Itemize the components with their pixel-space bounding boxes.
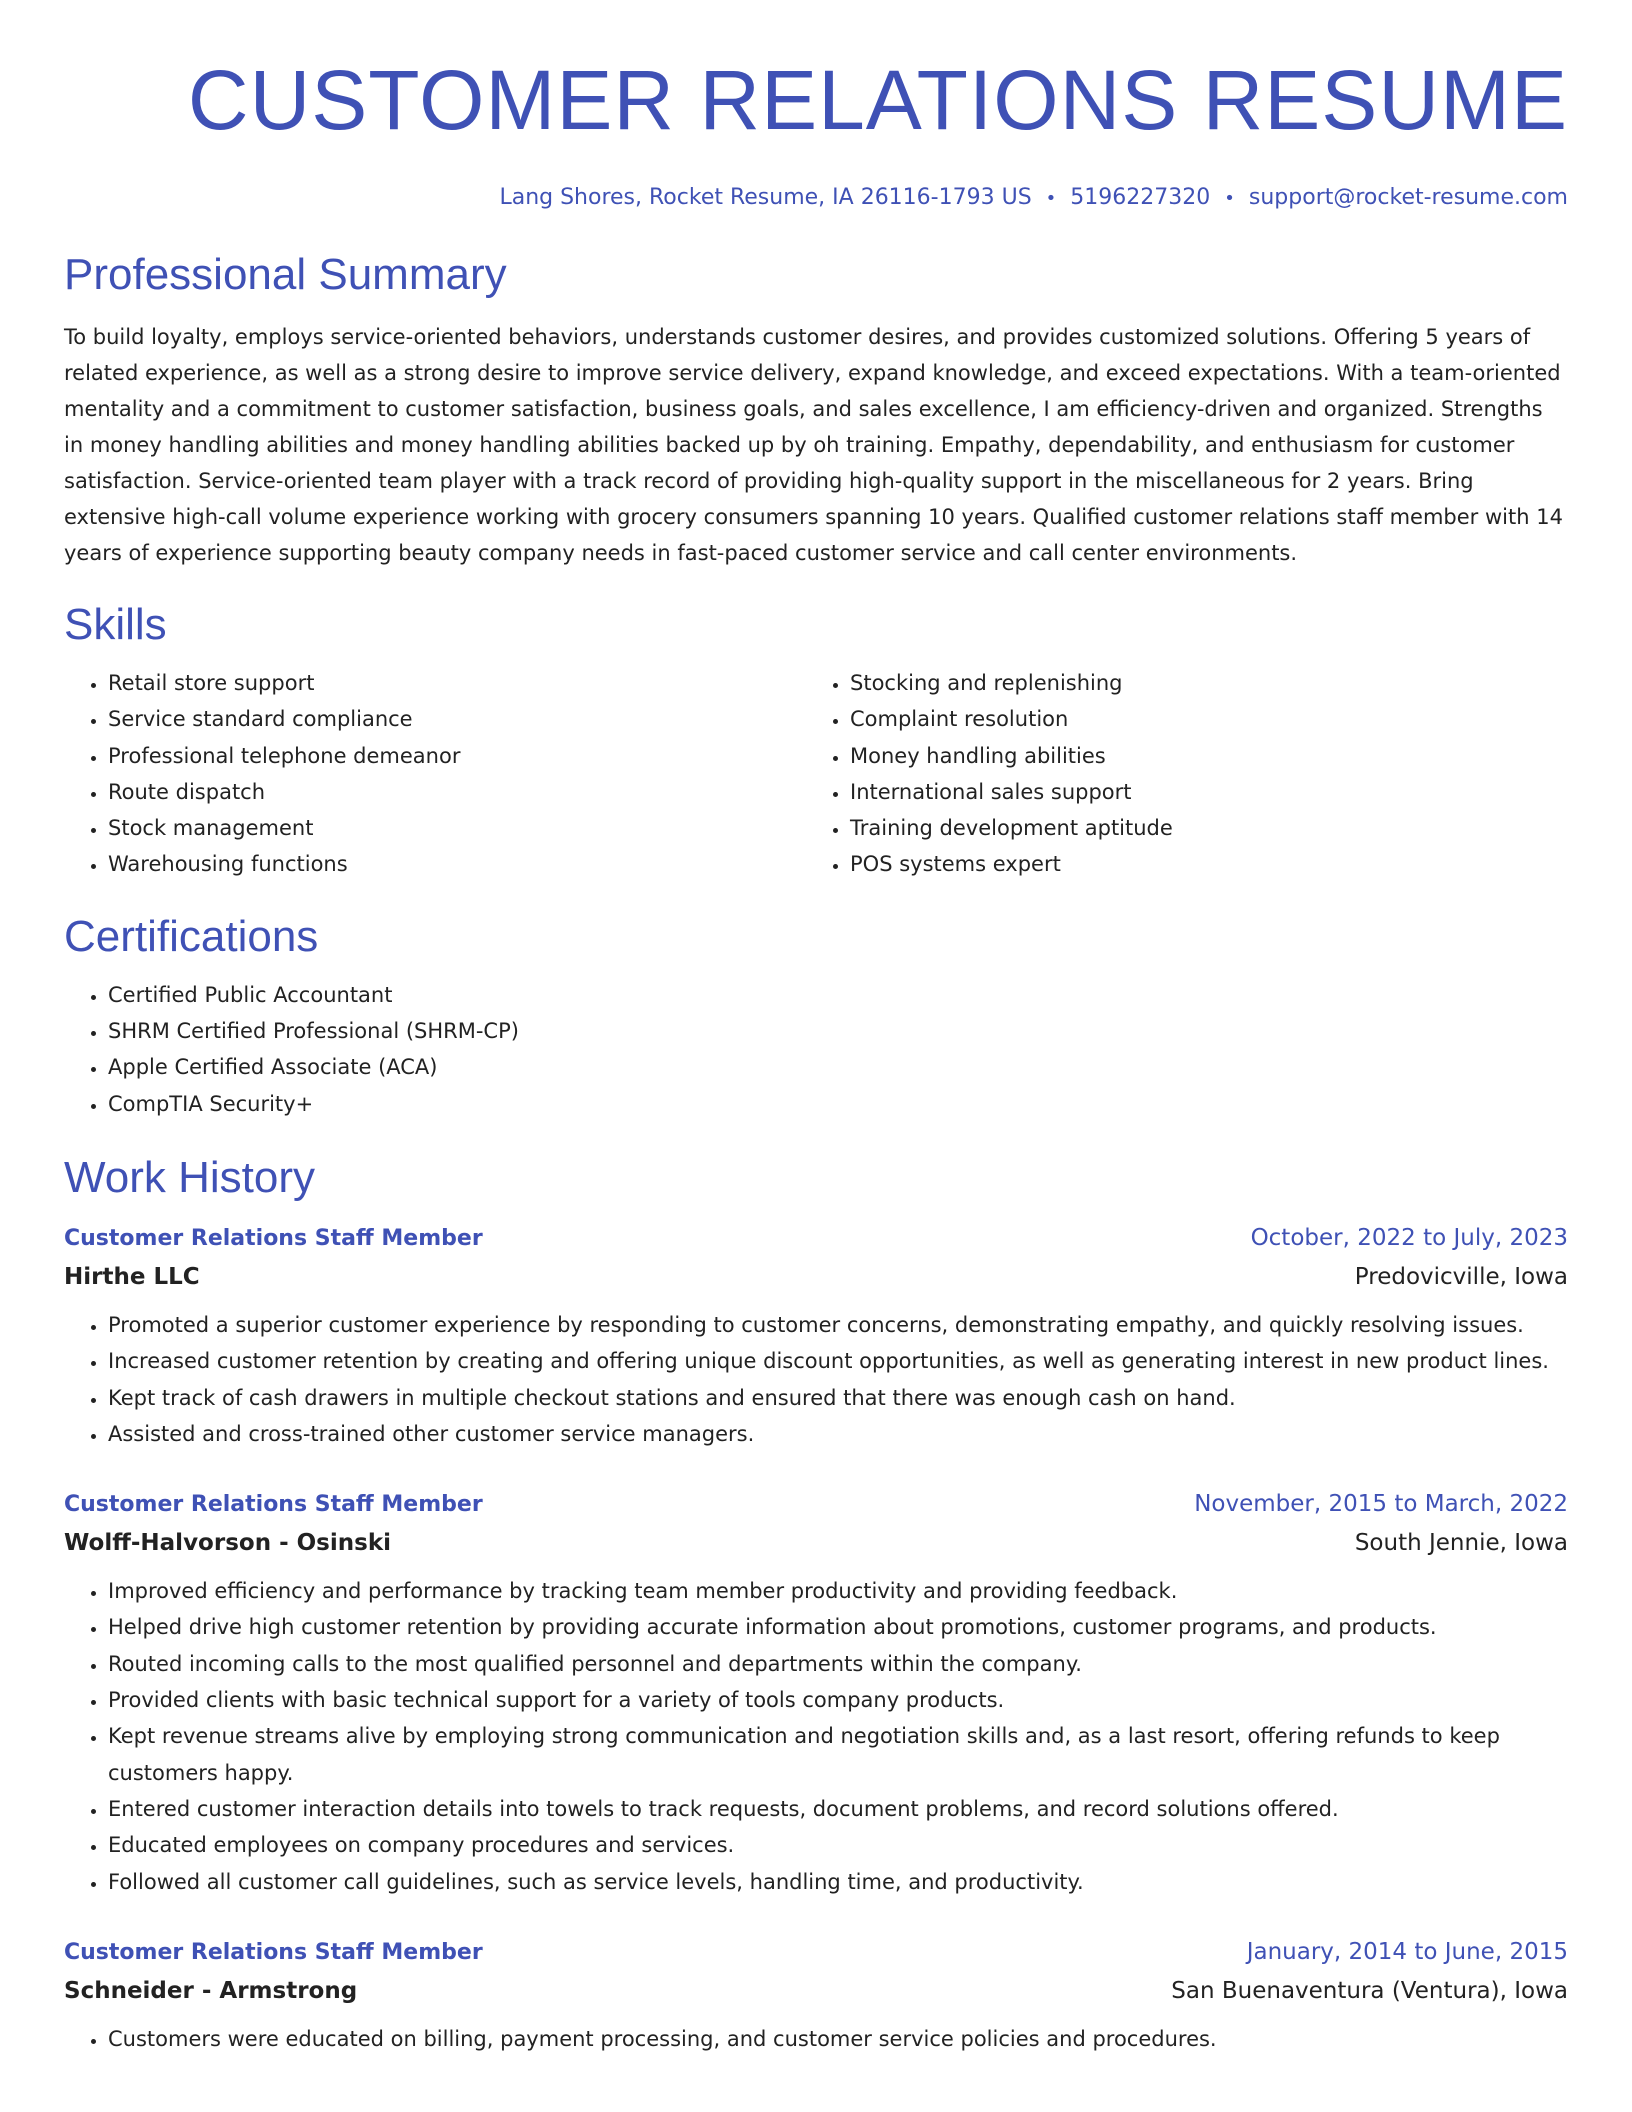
- skill-item: • International sales support: [850, 774, 1548, 810]
- skills-column-left: [64, 665, 806, 883]
- contact-phone: 5196227320: [1070, 185, 1211, 210]
- contact-line: [64, 184, 1568, 213]
- job-bullet: • Kept track of cash drawers in multiple checkout stations and ensured that there was enough cash on hand.: [108, 1380, 1568, 1416]
- certification-item: • Apple Certified Associate (ACA): [108, 1049, 1568, 1085]
- skill-item: • Complaint resolution: [850, 701, 1548, 737]
- job-bullet: • Routed incoming calls to the most qualified personnel and departments within the company.: [108, 1646, 1568, 1682]
- job-location: San Buenaventura (Ventura), Iowa: [1171, 1977, 1568, 2004]
- job-bullets: [64, 1307, 1568, 1452]
- job-bullet: • Educated employees on company procedures and services.: [108, 1827, 1568, 1863]
- job-company: Wolff-Halvorson - Osinski: [64, 1530, 391, 1557]
- job-bullet: • Helped drive high customer retention by providing accurate information about promotions, customer programs, and products.: [108, 1609, 1568, 1645]
- skill-item: • POS systems expert: [850, 846, 1548, 882]
- job-company: Schneider - Armstrong: [64, 1977, 358, 2004]
- resume-header: [64, 52, 1568, 213]
- skill-item: • Service standard compliance: [108, 701, 806, 737]
- job-entry: [64, 1486, 1568, 1900]
- skill-item: • Professional telephone demeanor: [108, 738, 806, 774]
- certification-item: • CompTIA Security+: [108, 1086, 1568, 1122]
- skill-item: • Stock management: [108, 810, 806, 846]
- skill-item: • Training development aptitude: [850, 810, 1548, 846]
- skill-item: • Money handling abilities: [850, 738, 1548, 774]
- job-bullet: • Increased customer retention by creating and offering unique discount opportunities, as well as generating interest in new product lines.: [108, 1343, 1568, 1379]
- work-history-heading: Work History: [64, 1152, 315, 1202]
- job-bullet: • Provided clients with basic technical support for a variety of tools company products.: [108, 1682, 1568, 1718]
- skill-item: • Warehousing functions: [108, 846, 806, 882]
- job-title: Customer Relations Staff Member: [64, 1492, 483, 1518]
- skills-column-right: [806, 665, 1548, 883]
- summary-text: To build loyalty, employs service-oriented behaviors, understands customer desires, and provides customized solutions. Offering 5 years of related experience, as well as a strong desire to improve service delivery, expand knowledge, and exceed expectations. With a team-oriented mentality and a commitment to customer satisfaction, business goals, and sales excellence, I am efficiency-driven and organized. Strengths in money handling abilities and money handling abilities backed up by oh training. Empathy, dependability, and enthusiasm for customer satisfaction. Service-oriented team player with a track record of providing high-quality support in the miscellaneous for 2 years. Bring extensive high-call volume experience working with grocery consumers spanning 10 years. Qualified customer relations staff member with 14 years of experience supporting beauty company needs in fast-paced customer service and call center environments.: [64, 325, 1563, 565]
- job-bullets: [64, 2021, 1568, 2057]
- contact-separator: •: [1045, 188, 1057, 209]
- job-dates: October, 2022 to July, 2023: [1250, 1224, 1568, 1251]
- job-bullet: • Improved efficiency and performance by tracking team member productivity and providing feedback.: [108, 1573, 1568, 1609]
- skill-item: • Retail store support: [108, 665, 806, 701]
- contact-separator: •: [1224, 188, 1235, 209]
- skill-item: • Route dispatch: [108, 774, 806, 810]
- job-location: Predovicville, Iowa: [1354, 1263, 1568, 1290]
- resume-page: [64, 52, 1568, 2057]
- job-company-row: [64, 1971, 1568, 2011]
- skills-heading: Skills: [64, 600, 167, 649]
- skills-list: [64, 665, 1568, 883]
- summary-heading: Professional Summary: [64, 250, 507, 299]
- skill-item: • Stocking and replenishing: [850, 665, 1548, 701]
- job-entry: [64, 1220, 1568, 1452]
- contact-email: support@rocket-resume.com: [1248, 185, 1568, 210]
- certification-item: • Certified Public Accountant: [108, 977, 1568, 1013]
- job-company-row: [64, 1257, 1568, 1297]
- job-title-row: [64, 1220, 1568, 1257]
- job-company: Hirthe LLC: [64, 1263, 200, 1290]
- job-title-row: [64, 1486, 1568, 1523]
- certifications-list: [64, 977, 1568, 1122]
- job-entry: [64, 1934, 1568, 2057]
- job-bullet: • Promoted a superior customer experience by responding to customer concerns, demonstrating empathy, and quickly resolving issues.: [108, 1307, 1568, 1343]
- job-bullet: • Kept revenue streams alive by employing strong communication and negotiation skills and, as a last resort, offering refunds to keep customers happy.: [108, 1718, 1568, 1791]
- job-bullet: • Customers were educated on billing, payment processing, and customer service policies and procedures.: [108, 2021, 1568, 2057]
- job-bullets: [64, 1573, 1568, 1900]
- resume-title: CUSTOMER RELATIONS RESUME: [187, 53, 1568, 147]
- job-bullet: • Followed all customer call guidelines, such as service levels, handling time, and productivity.: [108, 1864, 1568, 1900]
- certification-item: • SHRM Certified Professional (SHRM-CP): [108, 1013, 1568, 1049]
- job-company-row: [64, 1523, 1568, 1563]
- job-dates: November, 2015 to March, 2022: [1194, 1491, 1568, 1518]
- job-dates: January, 2014 to June, 2015: [1246, 1938, 1568, 1965]
- job-title: Customer Relations Staff Member: [64, 1939, 483, 1965]
- job-title-row: [64, 1934, 1568, 1971]
- certifications-heading: Certifications: [64, 911, 319, 961]
- job-title: Customer Relations Staff Member: [64, 1225, 483, 1251]
- job-location: South Jennie, Iowa: [1354, 1530, 1568, 1557]
- contact-address: Lang Shores, Rocket Resume, IA 26116-1793 US: [499, 185, 1032, 210]
- job-bullet: • Assisted and cross-trained other customer service managers.: [108, 1416, 1568, 1452]
- job-bullet: • Entered customer interaction details into towels to track requests, document problems, and record solutions offered.: [108, 1791, 1568, 1827]
